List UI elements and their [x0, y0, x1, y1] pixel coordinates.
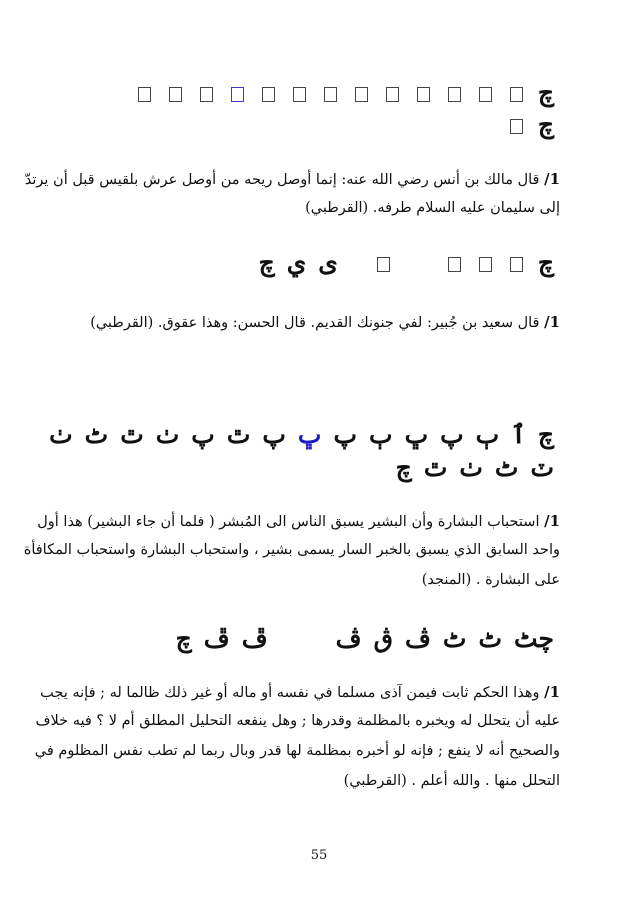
glyph: ٺ — [49, 420, 73, 449]
missing-glyph-box — [386, 87, 399, 102]
footnote-number: 1/ — [544, 512, 560, 530]
missing-glyph-box — [479, 87, 492, 102]
glyph: ٺ — [155, 420, 180, 449]
quran-glyph-line — [501, 110, 560, 139]
footnote-line — [24, 542, 560, 558]
glyph: ڀ — [404, 420, 429, 449]
missing-glyph-box — [510, 257, 523, 272]
footnote-line — [35, 713, 560, 729]
footnote-text: إلى سليمان عليه السلام طرفه. (القرطبي) — [305, 200, 560, 216]
glyph: ٹ — [478, 624, 502, 653]
footnote-text: قال مالك بن أنس رضي الله عنه: إنما أوصل ريحه من أوصل عرش بلقيس قبل أن يرتدّ — [24, 172, 540, 188]
page-number: 55 — [310, 848, 328, 863]
glyph: چٹ — [513, 624, 554, 653]
missing-glyph-box — [355, 87, 368, 102]
glyph: ٹ — [84, 420, 109, 449]
missing-glyph-box — [231, 87, 244, 102]
glyph: ڀ — [297, 420, 322, 449]
missing-glyph-box — [510, 87, 523, 102]
glyph: ٿ — [226, 420, 251, 449]
missing-glyph-box — [479, 257, 492, 272]
missing-glyph-box — [324, 87, 337, 102]
footnote-line — [35, 743, 560, 759]
missing-glyph-box — [510, 119, 523, 134]
glyph: ڨ — [373, 624, 393, 653]
footnote-number: 1/ — [544, 170, 560, 188]
quran-glyph-line — [170, 624, 560, 653]
glyph: ڦ — [241, 624, 268, 653]
glyph: چ — [258, 248, 275, 277]
glyph: پ — [191, 420, 215, 449]
quran-glyph-line — [253, 248, 560, 277]
missing-glyph-box — [262, 87, 275, 102]
glyph: ٹ — [442, 624, 467, 653]
quran-glyph-line — [43, 420, 560, 449]
footnote-text: عليه أن يتحلل له ويخبره بالمظلمة وقدرها ; وهل ينفعه التحليل المطلق أم لا ؟ فيه خلاف — [35, 713, 560, 729]
glyph: چ — [537, 420, 554, 449]
quran-glyph-line — [129, 78, 560, 107]
footnote-text: واحد السابق الذي يسبق بالخبر السار يسمى بشير ، واستحباب البشارة واستحباب المكافأة — [23, 542, 560, 558]
footnote-number: 1/ — [544, 683, 560, 701]
glyph: ٿ — [120, 420, 144, 449]
missing-glyph-box — [448, 87, 461, 102]
glyph: ٱ — [511, 420, 526, 449]
glyph: چ — [175, 624, 192, 653]
glyph: ٽ — [530, 453, 554, 482]
missing-glyph-box — [138, 87, 151, 102]
quran-glyph-line — [390, 453, 560, 482]
glyph: ڦ — [203, 624, 230, 653]
glyph: چ — [537, 78, 554, 107]
footnote-line — [90, 313, 560, 331]
missing-glyph-box — [377, 257, 390, 272]
glyph: ٻ — [369, 420, 393, 449]
footnote-number: 1/ — [544, 313, 560, 331]
missing-glyph-box — [417, 87, 430, 102]
glyph: پ — [333, 420, 358, 449]
glyph: ڤ — [404, 624, 431, 653]
glyph: ى — [318, 248, 338, 277]
glyph: پ — [440, 420, 464, 449]
glyph: چ — [537, 110, 554, 139]
footnote-line — [344, 773, 560, 789]
glyph: ٹ — [494, 453, 519, 482]
footnote-line — [422, 572, 560, 588]
glyph: ي — [286, 248, 307, 277]
footnote-text: وهذا الحكم ثابت فيمن آذى مسلما في نفسه أو ماله أو غير ذلك ظالما له ; فإنه يجب — [40, 685, 540, 701]
glyph: ٺ — [459, 453, 483, 482]
glyph: ٻ — [475, 420, 500, 449]
footnote-text: استحباب البشارة وأن البشير يسبق الناس الى المُبشر ( فلما أن جاء البشير) هذا أول — [37, 514, 540, 530]
glyph: ڤ — [335, 624, 362, 653]
footnote-line — [25, 170, 560, 188]
footnote-text: والصحيح أنه لا ينفع ; فإنه لو أخبره بمظلمة لها قدر وبال ربما لم تطب نفس المظلوم في — [34, 743, 560, 759]
glyph: چ — [395, 453, 412, 482]
glyph: ٿ — [423, 453, 448, 482]
footnote-line — [305, 200, 560, 216]
missing-glyph-box — [448, 257, 461, 272]
glyph: پ — [262, 420, 286, 449]
missing-glyph-box — [200, 87, 213, 102]
footnote-text: قال سعيد بن جُبير: لفي جنونك القديم. قال الحسن: وهذا عقوق. (القرطبي) — [90, 315, 540, 331]
missing-glyph-box — [169, 87, 182, 102]
footnote-text: على البشارة . (المنجد) — [421, 572, 560, 588]
glyph: چ — [537, 248, 554, 277]
footnote-line — [40, 683, 560, 701]
footnote-line — [37, 512, 560, 530]
footnote-text: التحلل منها . والله أعلم . (القرطبي) — [343, 773, 560, 789]
missing-glyph-box — [293, 87, 306, 102]
